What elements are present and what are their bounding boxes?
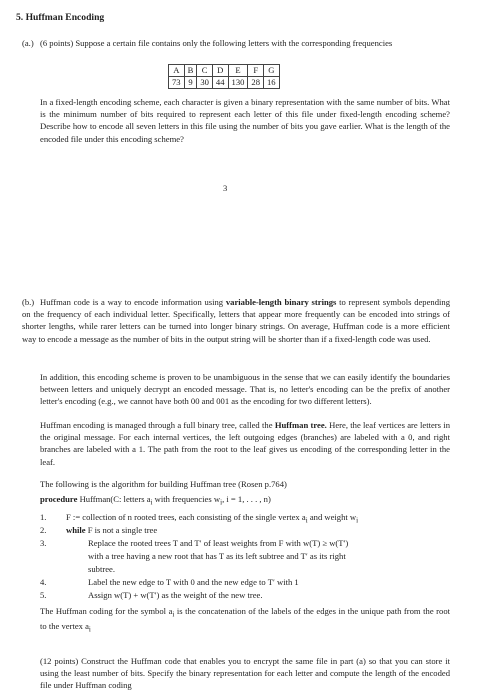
part-c-question: (12 points) Construct the Huffman code that enables you to encrypt the same file in part (a) so that you can store it using the least number of bits. Specify the binary representation for each letter and compute the length of the encoded file under Huffman coding <box>40 656 450 691</box>
subscript: i <box>220 498 223 507</box>
part-a-body: In a fixed-length encoding scheme, each character is given a binary representation with the same number of bits. What is the minimum number of bits required to represent each letter of this file under fixed-length encoding scheme? Describe how to encode all seven letters in this file using the number of bits you gave earlier. What is the length of the encoded file under this encoding scheme? <box>40 97 450 144</box>
subscript: i <box>305 516 308 525</box>
step-number: 3. <box>40 538 47 548</box>
step-text: with a tree having a new root that has T as its left subtree and T′ as its right <box>88 551 346 561</box>
subscript: i <box>356 516 359 525</box>
step-number: 1. <box>40 512 47 522</box>
text-run: The Huffman coding for the symbol a <box>40 606 173 616</box>
table-cell: B <box>184 65 197 77</box>
subscript: i <box>172 610 175 619</box>
part-a-label: (a.) <box>22 38 34 48</box>
part-b-paragraph-2: In addition, this encoding scheme is proven to be unambiguous in the sense that we can easily identify the boundaries between letters and uniquely decrypt an encoded message. That is, no letter's encoding can be the prefix of another letter's encoding (e.g., we cannot have both 00 and 001 as the encoding for two different letters). <box>40 372 450 407</box>
algorithm-step <box>30 589 450 602</box>
table-cell: 44 <box>212 77 228 89</box>
step-text: Replace the rooted trees T and T′ of least weights from F with w(T) ≥ w(T′) <box>88 538 349 548</box>
part-b-paragraph-1 <box>22 296 450 345</box>
text-run: F is not a single tree <box>85 525 158 535</box>
bold-term: Huffman tree. <box>274 420 327 430</box>
algorithm-step <box>30 537 450 550</box>
text-run: Here, the leaf vertices are letters in the original message. For each internal vertices, the left outgoing edges (branches) are labeled with a 0, and right branches are labeled with a 1. The path from the root to the leaf gives us encoding of the corresponding letter in the leaf. <box>40 420 450 467</box>
part-b-paragraph-4: The following is the algorithm for building Huffman tree (Rosen p.764) <box>40 479 287 489</box>
table-cell: 73 <box>169 77 185 89</box>
step-number: 2. <box>40 525 47 535</box>
algorithm-procedure-line <box>40 493 271 508</box>
table-cell: A <box>169 65 185 77</box>
table-cell: 28 <box>248 77 264 89</box>
table-cell: C <box>197 65 213 77</box>
part-a-intro-text: (6 points) Suppose a certain file contains only the following letters with the corresponding frequencies <box>40 38 393 48</box>
algorithm-step <box>30 563 450 576</box>
subscript: i <box>150 498 153 507</box>
bold-term: variable-length binary strings <box>225 297 337 307</box>
text-run: Huffman encoding is managed through a full binary tree, called the <box>40 420 275 430</box>
part-b-label: (b.) <box>22 297 35 307</box>
page-number: 3 <box>223 183 228 193</box>
text-run: F := collection of n rooted trees, each consisting of the single vertex a <box>66 512 306 522</box>
step-text: subtree. <box>88 564 115 574</box>
part-a-intro <box>22 37 450 49</box>
text-run: and weight w <box>307 512 357 522</box>
frequency-table <box>168 64 280 89</box>
keyword: while <box>66 525 86 535</box>
step-text: Assign w(T) + w(T′) as the weight of the new tree. <box>88 590 263 600</box>
letters-row <box>169 65 280 77</box>
table-cell: 16 <box>264 77 280 89</box>
table-cell: F <box>248 65 264 77</box>
section-title: 5. Huffman Encoding <box>16 12 105 23</box>
keyword: procedure <box>40 494 78 504</box>
step-text: Label the new edge to T with 0 and the new edge to T′ with 1 <box>88 577 299 587</box>
part-b-paragraph-3 <box>40 419 450 468</box>
frequencies-row <box>169 77 280 89</box>
text-run: Huffman code is a way to encode information using <box>40 297 226 307</box>
table-cell: 30 <box>197 77 213 89</box>
step-text <box>66 524 157 536</box>
text-run: with frequencies w <box>152 494 221 504</box>
subscript: i <box>88 625 91 634</box>
table-cell: G <box>264 65 280 77</box>
text-run: , i = 1, . . . , n) <box>222 494 271 504</box>
algorithm-step <box>30 524 450 537</box>
algorithm-step <box>30 576 450 589</box>
algorithm-step <box>30 511 450 524</box>
algorithm-step <box>30 550 450 563</box>
text-run: is the concatenation of the labels of the edges in the unique path from the root to the vertex a <box>40 606 451 631</box>
part-b-closing <box>40 605 450 635</box>
table-cell: E <box>228 65 248 77</box>
table-cell: D <box>212 65 228 77</box>
text-run: Huffman(C: letters a <box>79 494 151 504</box>
text-run: to represent symbols depending on the frequency of each individual letter. Specifically, letters that appear more frequently can be encoded into strings of shorter lengths, while rarer letters can be turned into longer binary strings. On average, Huffman code is a more efficient way to encode a message as the number of bits in the output string will be shorter than if a fixed-length code was used. <box>22 297 450 344</box>
algorithm-steps <box>30 511 450 602</box>
table-cell: 9 <box>184 77 197 89</box>
table-cell: 130 <box>228 77 248 89</box>
step-number: 4. <box>40 577 47 587</box>
step-number: 5. <box>40 590 47 600</box>
